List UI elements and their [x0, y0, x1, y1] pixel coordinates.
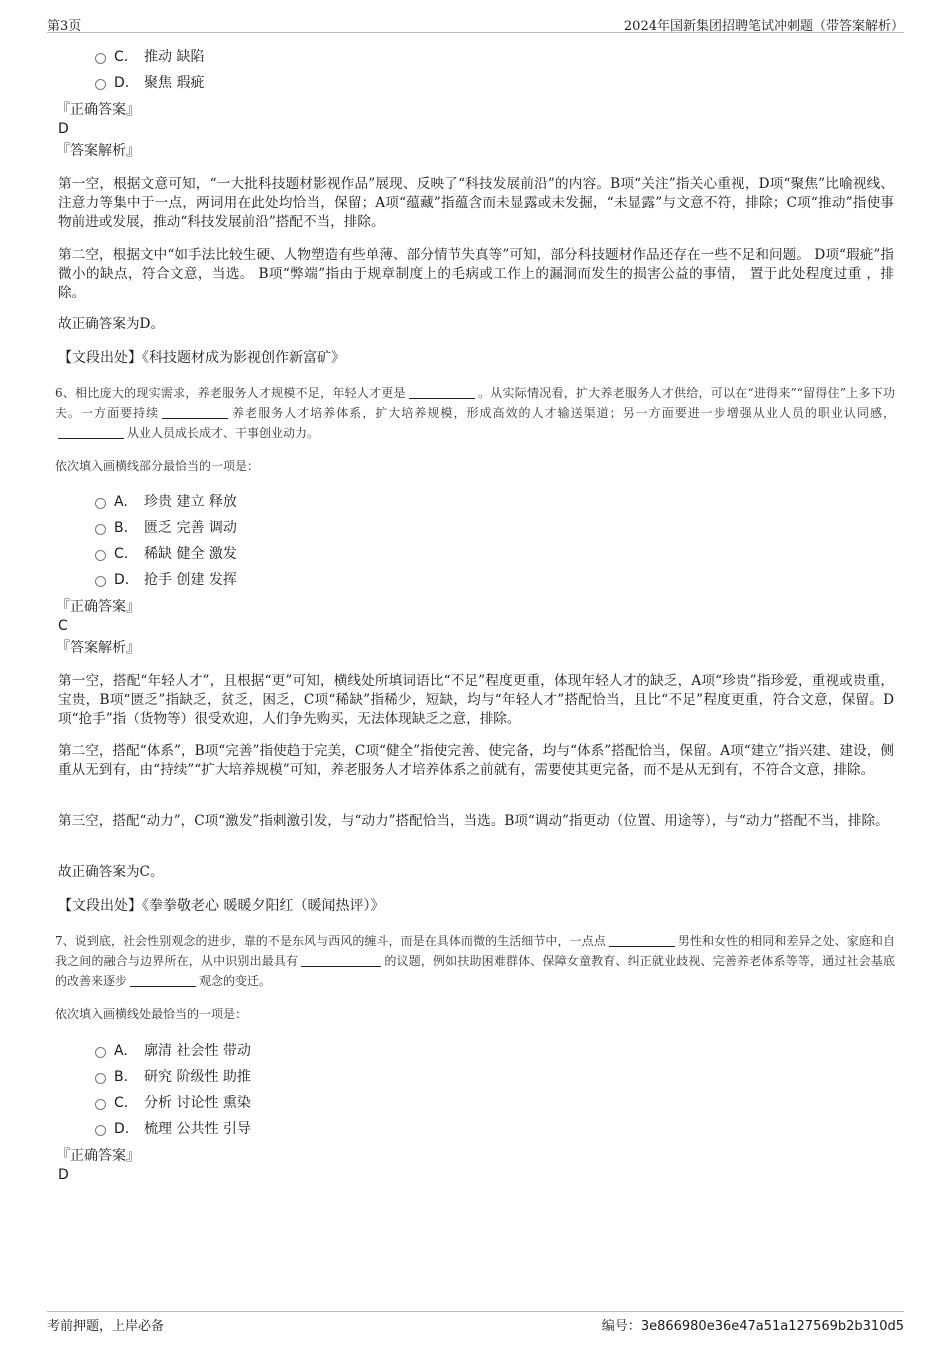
radio-icon[interactable] [95, 550, 106, 561]
q6-option-b[interactable]: B. 匮乏 完善 调动 [95, 519, 237, 537]
radio-icon[interactable] [95, 1047, 106, 1058]
fill-blank [609, 934, 675, 947]
radio-icon[interactable] [95, 1125, 106, 1136]
q6-analysis-p1: 第一空，搭配“年轻人才”，且根据“更”可知，横线处所填词语比“不足”程度更重，体现年轻人才的缺乏，A项“珍贵”指珍爱，重视或贵重，宝贵，B项“匮乏”指缺乏，贫乏，困乏，C项“稀缺”指稀少，短缺，均与“年轻人才”搭配恰当，且比“不足”程度更重，符合文意，保留。D项“抢手”指（货物等）很受欢迎，人们争先购买，无法体现缺乏之意，排除。 [58, 673, 894, 727]
footer-slogan: 考前押题，上岸必备 [47, 1319, 165, 1334]
q6-option-c[interactable]: C. 稀缺 健全 激发 [95, 545, 237, 563]
page-footer [47, 1311, 904, 1334]
fill-blank [130, 974, 196, 987]
radio-icon[interactable] [95, 79, 106, 90]
page-header [47, 12, 904, 33]
q6-prompt: 依次填入画横线部分最恰当的一项是： [55, 459, 260, 473]
q5-analysis-conclusion: 故正确答案为D。 [58, 316, 165, 332]
q6-analysis-label: 『答案解析』 [56, 640, 140, 656]
document-title: 2024年国新集团招聘笔试冲刺题（带答案解析） [623, 19, 904, 34]
q5-answer: D [58, 121, 69, 137]
q6-answer: C [58, 618, 68, 634]
footer-code: 编号：3e866980e36e47a51a127569b2b310d5 [601, 1319, 904, 1334]
q6-question: 6、相比庞大的现实需求，养老服务人才规模不足，年轻人才更是 。从实际情况看，扩大养老服务人才供给，可以在“进得来”“留得住”上多下功夫。一方面要持续 养老服务人才培养体系，扩大培养规模，形成高效的人才输送渠道；另一方面要进一步增强从业人员的职业认同感，从业人员成长成才、干事创业动力。 [55, 386, 896, 440]
q5-option-d[interactable]: D. 聚焦 瑕疵 [95, 74, 204, 92]
radio-icon[interactable] [95, 1073, 106, 1084]
radio-icon[interactable] [95, 498, 106, 509]
q5-option-c[interactable]: C. 推动 缺陷 [95, 48, 204, 66]
q5-analysis-label: 『答案解析』 [56, 143, 140, 159]
q5-analysis-p1: 第一空，根据文意可知，“一大批科技题材影视作品”展现、反映了“科技发展前沿”的内容。B项“关注”指关心重视，D项“聚焦”比喻视线、注意力等集中于一点，两词用在此处均恰当，保留；A项“蕴藏”指蕴含而未显露或未发掘，“未显露”与文意不符，排除；C项“推动”指使事物前进或发展，推动“科技发展前沿”搭配不当，排除。 [58, 176, 894, 230]
radio-icon[interactable] [95, 53, 106, 64]
q6-analysis-p2: 第二空，搭配“体系”，B项“完善”指使趋于完美，C项“健全”指使完善、使完备，均与“体系”搭配恰当，保留。A项“建立”指兴建、建设，侧重从无到有，由“持续”“扩大培养规模”可知，养老服务人才培养体系之前就有，需要使其更完备，而不是从无到有，不符合文意，排除。 [58, 743, 894, 778]
q7-option-d[interactable]: D. 梳理 公共性 引导 [95, 1120, 251, 1138]
q6-source: 【文段出处】《拳拳敬老心 暖暖夕阳红（暖闻热评）》 [58, 898, 385, 914]
q6-analysis-p3: 第三空，搭配“动力”，C项“激发”指刺激引发，与“动力”搭配恰当，当选。B项“调动”指更动（位置、用途等），与“动力”搭配不当，排除。 [58, 813, 889, 829]
q7-option-a[interactable]: A. 廓清 社会性 带动 [95, 1042, 251, 1060]
fill-blank [58, 426, 124, 439]
q5-analysis-p2: 第二空，根据文中“如手法比较生硬、人物塑造有些单薄、部分情节失真等”可知，部分科技题材作品还存在一些不足和问题。 D项“瑕疵”指微小的缺点，符合文意，当选。 B项“弊端”指由于规章制度上的毛病或工作上的漏洞而发生的损害公益的事情， 置于此处程度过重 ，排除。 [58, 247, 894, 301]
radio-icon[interactable] [95, 524, 106, 535]
q5-source: 【文段出处】《科技题材成为影视创作新富矿》 [58, 350, 345, 366]
q6-option-a[interactable]: A. 珍贵 建立 释放 [95, 493, 237, 511]
page-number: 第3页 [47, 19, 82, 34]
q6-analysis-conclusion: 故正确答案为C。 [58, 864, 164, 880]
q7-prompt: 依次填入画横线处最恰当的一项是： [55, 1007, 248, 1021]
fill-blank [301, 954, 381, 967]
q6-option-d[interactable]: D. 抢手 创建 发挥 [95, 571, 237, 589]
fill-blank [162, 406, 228, 419]
q7-option-b[interactable]: B. 研究 阶级性 助推 [95, 1068, 251, 1086]
q7-answer-label: 『正确答案』 [56, 1148, 140, 1164]
q7-option-c[interactable]: C. 分析 讨论性 熏染 [95, 1094, 251, 1112]
radio-icon[interactable] [95, 576, 106, 587]
radio-icon[interactable] [95, 1099, 106, 1110]
fill-blank [409, 386, 475, 399]
q7-answer: D [58, 1167, 69, 1183]
q6-answer-label: 『正确答案』 [56, 599, 140, 615]
q7-question: 7、说到底，社会性别观念的进步，靠的不是东风与西风的缠斗，而是在具体而微的生活细节中，一点点 男性和女性的相同和差异之处、家庭和自我之间的融合与边界所在，从中识别出最具有 的议题，例如扶助困难群体、保障女童教育、纠正就业歧视、完善养老体系等等，通过社会基底的改善来逐步 观念的变迁。 [55, 934, 895, 988]
q5-answer-label: 『正确答案』 [56, 102, 140, 118]
